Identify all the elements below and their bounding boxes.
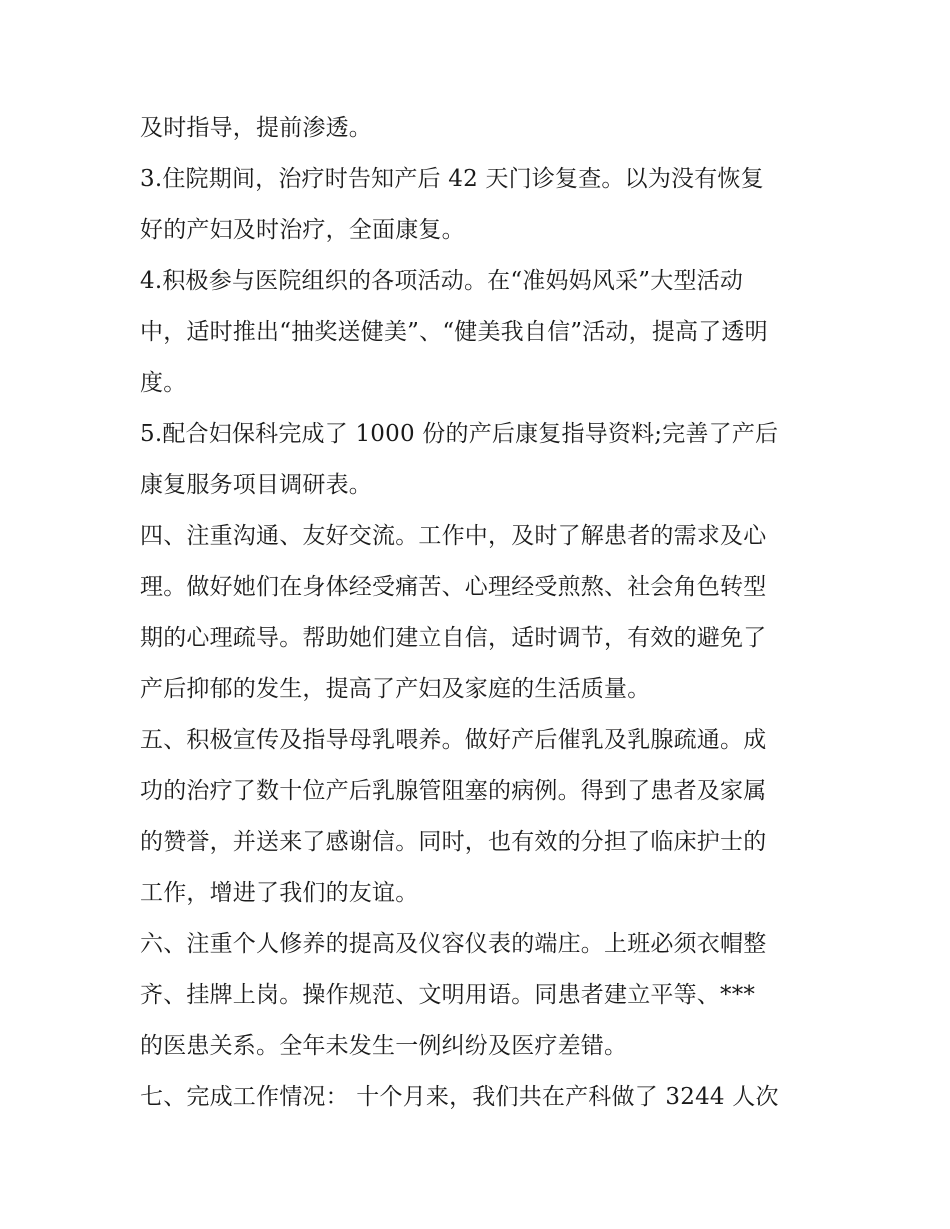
text-line: 理。做好她们在身体经受痛苦、心理经受煎熬、社会角色转型 (140, 574, 767, 600)
text-line: 齐、挂牌上岗。操作规范、文明用语。同患者建立平等、*** (140, 982, 756, 1008)
document-body (140, 103, 820, 1123)
text-line: 的医患关系。全年未发生一例纠纷及医疗差错。 (140, 1033, 628, 1059)
text-line: 康复服务项目调研表。 (140, 472, 372, 498)
text-line: 功的治疗了数十位产后乳腺管阻塞的病例。得到了患者及家属 (140, 778, 767, 804)
text-line: 的赞誉，并送来了感谢信。同时，也有效的分担了临床护士的 (140, 829, 767, 855)
text-line: 四、注重沟通、友好交流。工作中，及时了解患者的需求及心 (140, 523, 767, 549)
text-line: 产后抑郁的发生，提高了产妇及家庭的生活质量。 (140, 676, 651, 702)
text-line: 期的心理疏导。帮助她们建立自信，适时调节，有效的避免了 (140, 625, 767, 651)
text-line: 5.配合妇保科完成了 1000 份的产后康复指导资料;完善了产后 (140, 421, 779, 447)
text-line: 中，适时推出“抽奖送健美”、“健美我自信”活动，提高了透明 (140, 319, 768, 345)
text-line: 4.积极参与医院组织的各项活动。在“准妈妈风采”大型活动 (140, 268, 744, 294)
text-line: 3.住院期间，治疗时告知产后 42 天门诊复查。以为没有恢复 (140, 166, 764, 192)
text-line: 工作，增进了我们的友谊。 (140, 880, 419, 906)
text-line: 度。 (140, 370, 187, 396)
text-line: 五、积极宣传及指导母乳喂养。做好产后催乳及乳腺疏通。成 (140, 727, 767, 753)
text-line: 六、注重个人修养的提高及仪容仪表的端庄。上班必须衣帽整 (140, 931, 767, 957)
text-line: 好的产妇及时治疗，全面康复。 (140, 217, 465, 243)
text-line: 七、完成工作情况： 十个月来，我们共在产科做了 3244 人次 (140, 1084, 779, 1110)
text-line: 及时指导，提前渗透。 (140, 115, 372, 141)
